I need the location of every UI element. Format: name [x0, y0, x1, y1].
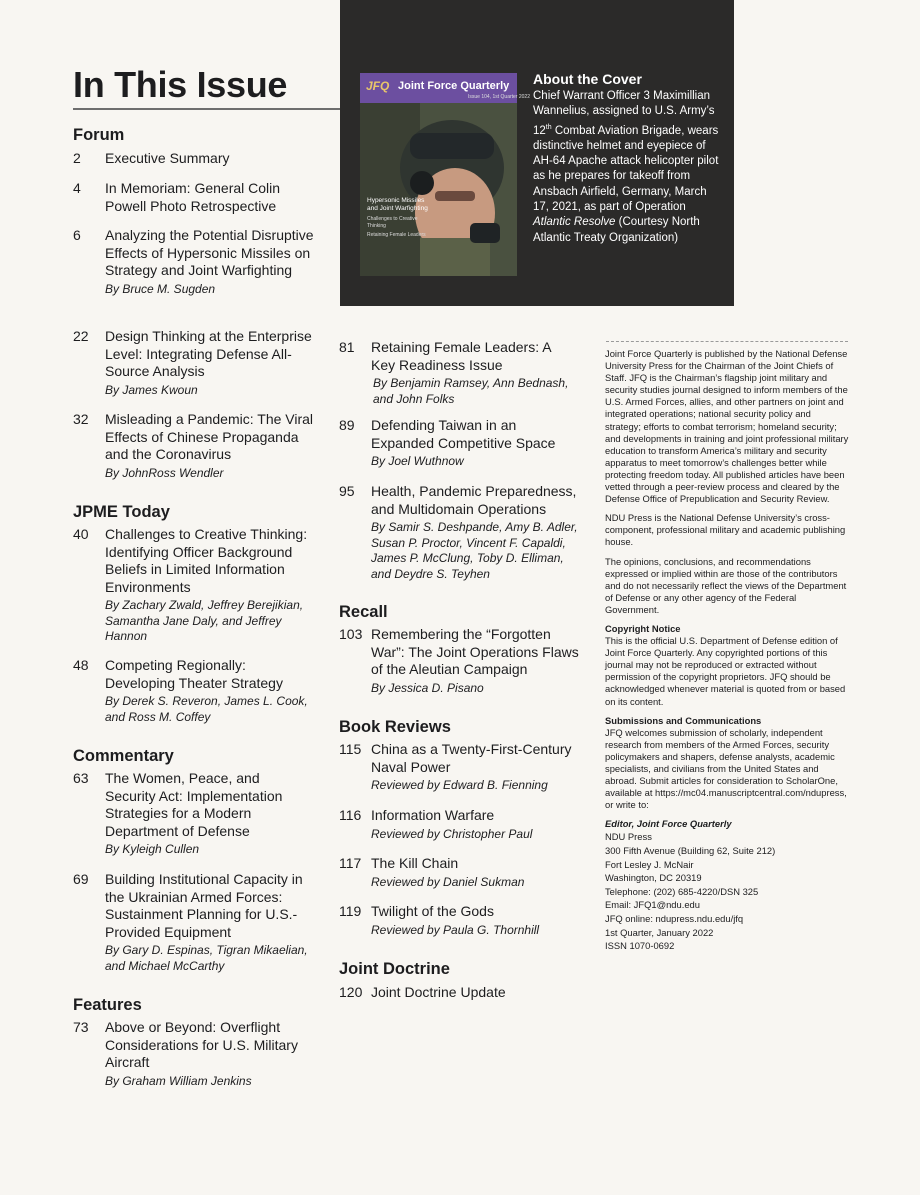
- toc-entry[interactable]: [339, 903, 584, 938]
- toc-title: Analyzing the Potential Disruptive Effects of Hypersonic Missiles on Strategy and Joint Warfighting: [105, 227, 314, 278]
- toc-author: By Zachary Zwald, Jeffrey Berejikian, Samantha Jane Daly, and Jeffrey Hannon: [105, 598, 304, 643]
- section-heading-jpme: JPME Today: [73, 503, 170, 521]
- toc-page-number: 95: [339, 483, 355, 499]
- address-email[interactable]: Email: JFQ1@ndu.edu: [605, 899, 700, 911]
- toc-page-number: 40: [73, 526, 89, 542]
- toc-author: By Samir S. Deshpande, Amy B. Adler, Susan P. Proctor, Vincent F. Capaldi, James P. McClung, Toby D. Elliman, and Deydre S. Teyhen: [371, 520, 578, 581]
- cover-headline: Challenges to Creative Thinking: [367, 216, 418, 229]
- toc-title: Information Warfare: [371, 807, 495, 823]
- toc-entry[interactable]: [73, 871, 318, 974]
- cover-issue-caption: Issue 104, 1st Quarter 2022: [468, 94, 530, 100]
- section-heading-book-reviews: Book Reviews: [339, 718, 451, 736]
- toc-title: The Women, Peace, and Security Act: Implementation Strategies for a Modern Department of Defense: [105, 770, 283, 839]
- address-line: Fort Lesley J. McNair: [605, 858, 694, 870]
- toc-entry[interactable]: [73, 770, 303, 858]
- toc-page-number: 32: [73, 411, 89, 427]
- about-text-italic: Atlantic Resolve: [533, 216, 616, 229]
- toc-entry[interactable]: [73, 411, 318, 481]
- toc-page-number: 120: [339, 984, 363, 1000]
- toc-title: Remembering the “Forgotten War”: The Joint Operations Flaws of the Aleutian Campaign: [371, 626, 579, 677]
- toc-entry[interactable]: [339, 855, 584, 890]
- toc-entry[interactable]: [73, 328, 318, 398]
- address-line: ISSN 1070-0692: [605, 940, 675, 952]
- about-text-1: Chief Warrant Officer 3 Maximillian Wannelius, assigned to U.S. Army’s 12: [533, 90, 715, 137]
- toc-author: By Jessica D. Pisano: [371, 680, 484, 695]
- toc-author: Reviewed by Paula G. Thornhill: [371, 922, 540, 937]
- toc-page-number: 6: [73, 227, 81, 243]
- toc-title: Challenges to Creative Thinking: Identifying Officer Background Beliefs in Limited Information Environments: [105, 526, 308, 595]
- editor-heading: Editor, Joint Force Quarterly: [605, 818, 732, 830]
- toc-title: Joint Doctrine Update: [371, 984, 506, 1000]
- section-heading-forum: Forum: [73, 126, 125, 144]
- toc-title: Above or Beyond: Overflight Considerations for U.S. Military Aircraft: [105, 1019, 298, 1070]
- toc-title: Design Thinking at the Enterprise Level: Integrating Defense All-Source Analysis: [105, 328, 312, 379]
- cover-image[interactable]: [360, 73, 530, 276]
- toc-author: By Bruce M. Sugden: [105, 281, 216, 296]
- about-text-3: (Courtesy North Atlantic Treaty Organization): [533, 216, 700, 244]
- toc-entry[interactable]: [73, 657, 318, 725]
- toc-author: By Kyleigh Cullen: [105, 842, 200, 856]
- about-text-2: Combat Aviation Brigade, wears distinctive helmet and eyepiece of AH-64 Apache attack helicopter pilot as he prepares for takeoff from Ansbach Airfield, Germany, March 17, 2021, as part of Operation: [533, 124, 719, 213]
- address-line: NDU Press: [605, 831, 652, 843]
- toc-page-number: 4: [73, 180, 81, 196]
- submissions-text: JFQ welcomes submission of scholarly, independent research from members of the Armed Forces, security policymakers and shapers, defense analysts, academic specialists, and civilians from the United States and abroad. Submit articles for consideration to ScholarOne, available at https://mc04.manuscriptcentral.com/ndupress, or write to:: [605, 726, 847, 811]
- page-title: In This Issue: [73, 64, 288, 105]
- toc-page-number: 103: [339, 626, 363, 642]
- cover-headlines: [367, 197, 437, 239]
- toc-entry[interactable]: [73, 150, 318, 168]
- toc-page-number: 22: [73, 328, 89, 344]
- publication-info: [605, 348, 849, 953]
- toc-page-number: 89: [339, 417, 355, 433]
- toc-page-number: 48: [73, 657, 89, 673]
- toc-entry[interactable]: [339, 626, 584, 696]
- copyright-heading: Copyright Notice: [605, 622, 681, 634]
- about-sup: th: [545, 123, 552, 131]
- address-line: Telephone: (202) 685-4220/DSN 325: [605, 885, 759, 897]
- address-website[interactable]: JFQ online: ndupress.ndu.edu/jfq: [605, 913, 744, 925]
- toc-entry[interactable]: [73, 526, 318, 645]
- toc-entry[interactable]: [73, 1019, 298, 1089]
- toc-page-number: 119: [339, 903, 362, 919]
- toc-title: Executive Summary: [105, 150, 230, 166]
- section-heading-commentary: Commentary: [73, 747, 174, 765]
- toc-title: Misleading a Pandemic: The Viral Effects of Chinese Propaganda and the Coronavirus: [105, 411, 314, 462]
- section-heading-features: Features: [73, 996, 142, 1014]
- toc-author: Reviewed by Daniel Sukman: [371, 874, 525, 889]
- info-paragraph-1: Joint Force Quarterly is published by the National Defense University Press for the Chairman of the Joint Chiefs of Staff. JFQ is the Chairman’s flagship joint military and security studies journal designed to inform members of the U.S. Armed Forces, allies, and other partners on joint and integrated operations; national security policy and strategy; efforts to combat terrorism; homeland security; and developments in training and joint professional military education to transform America’s military and security apparatus to meet tomorrow’s challenges better while protecting freedom today. All published articles have been vetted through a peer-review process and cleared by the Defense Office of Prepublication and Security Review.: [605, 348, 849, 505]
- toc-author: By James Kwoun: [105, 382, 198, 397]
- info-paragraph-2: NDU Press is the National Defense University’s cross-component, professional military and academic publishing house.: [605, 512, 846, 548]
- toc-page-number: 115: [339, 741, 362, 757]
- toc-title: Twilight of the Gods: [371, 903, 494, 919]
- info-paragraph-3: The opinions, conclusions, and recommendations expressed or implied within are those of the contributors and do not necessarily reflect the views of the Department of Defense or any other agency of the Federal Government.: [605, 555, 847, 615]
- address-line: 300 Fifth Avenue (Building 62, Suite 212): [605, 845, 776, 857]
- toc-entry[interactable]: [339, 984, 584, 1002]
- address-line: 1st Quarter, January 2022: [605, 926, 714, 938]
- toc-entry[interactable]: [339, 741, 584, 794]
- toc-page-number: 2: [73, 150, 81, 166]
- toc-author: Reviewed by Christopher Paul: [371, 826, 533, 841]
- toc-title: Competing Regionally: Developing Theater Strategy: [105, 657, 283, 691]
- toc-title: The Kill Chain: [371, 855, 459, 871]
- toc-page-number: 117: [339, 855, 362, 871]
- toc-page-number: 81: [339, 339, 355, 355]
- cover-headline: Retaining Female Leaders: [367, 232, 426, 238]
- toc-title: Building Institutional Capacity in the Ukrainian Armed Forces: Sustainment Planning for U.S.-Provided Equipment: [105, 871, 303, 940]
- toc-entry[interactable]: [339, 483, 584, 582]
- about-cover-heading: About the Cover: [533, 71, 642, 87]
- toc-title: In Memoriam: General Colin Powell Photo Retrospective: [105, 180, 281, 214]
- toc-author: By Gary D. Espinas, Tigran Mikaelian, and Michael McCarthy: [105, 943, 308, 973]
- copyright-text: This is the official U.S. Department of Defense edition of Joint Force Quarterly. Any copyrighted portions of this journal may not be reproduced or extracted without permission of the copyright proprietors. JFQ should be acknowledged whenever material is quoted from or based on its content.: [605, 635, 846, 707]
- dashed-divider: [606, 341, 848, 342]
- toc-title: China as a Twenty-First-Century Naval Power: [371, 741, 572, 775]
- toc-author: By Benjamin Ramsey, Ann Bednash, and John Folks: [373, 376, 569, 406]
- toc-entry[interactable]: [73, 180, 298, 215]
- toc-author: By Joel Wuthnow: [371, 454, 464, 468]
- toc-title: Retaining Female Leaders: A Key Readiness Issue: [371, 339, 551, 373]
- toc-page-number: 116: [339, 807, 362, 823]
- section-heading-recall: Recall: [339, 603, 388, 621]
- submissions-heading: Submissions and Communications: [605, 714, 762, 726]
- cover-headline: Hypersonic Missiles and Joint Warfighting: [367, 197, 428, 212]
- toc-author: By Derek S. Reveron, James L. Cook, and Ross M. Coffey: [105, 694, 308, 724]
- toc-page-number: 63: [73, 770, 89, 786]
- pilot-photo: [360, 73, 517, 276]
- cover-masthead: Joint Force Quarterly: [398, 80, 510, 92]
- toc-author: By Graham William Jenkins: [105, 1073, 252, 1088]
- toc-entry[interactable]: [339, 807, 584, 842]
- title-rule: [73, 108, 340, 110]
- toc-title: Defending Taiwan in an Expanded Competitive Space: [371, 417, 556, 451]
- toc-page-number: 73: [73, 1019, 89, 1035]
- toc-entry[interactable]: [339, 417, 574, 470]
- toc-author: Reviewed by Edward B. Fienning: [371, 778, 548, 792]
- address-line: Washington, DC 20319: [605, 872, 702, 884]
- toc-entry[interactable]: [339, 339, 569, 407]
- contact-address: [605, 830, 849, 952]
- toc-author: By JohnRoss Wendler: [105, 465, 224, 480]
- cover-logo: JFQ: [366, 79, 390, 93]
- toc-entry[interactable]: [73, 227, 318, 297]
- toc-page-number: 69: [73, 871, 89, 887]
- toc-title: Health, Pandemic Preparedness, and Multidomain Operations: [371, 483, 577, 517]
- section-heading-joint-doctrine: Joint Doctrine: [339, 960, 450, 978]
- about-cover-text: [533, 89, 725, 246]
